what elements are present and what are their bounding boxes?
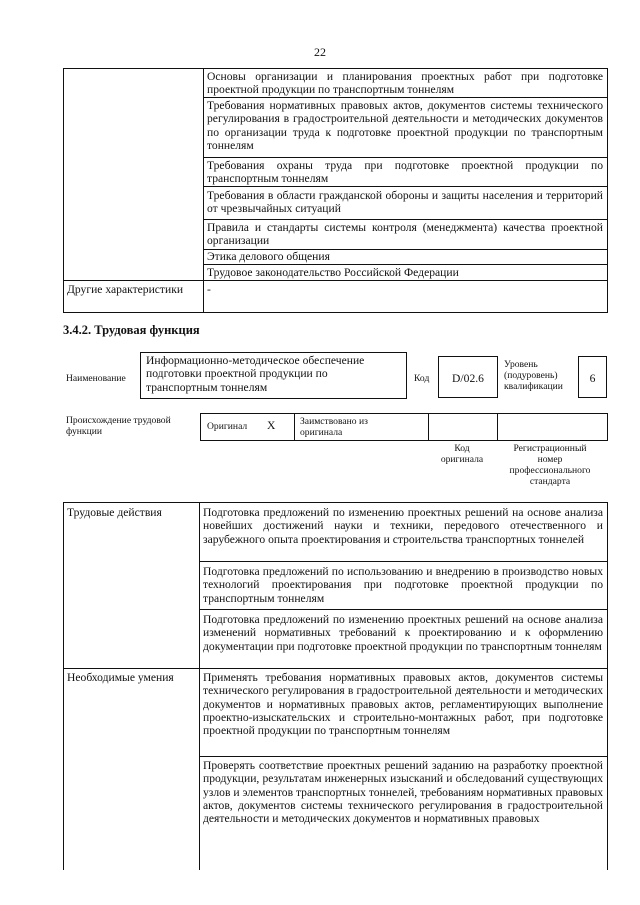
- code-original-caption: Код оригинала: [440, 443, 484, 465]
- action-item: Подготовка предложений по изменению проектных решений на основе анализа изменений нормативных требований к проектированию и к оформлению документации при подготовке проектной продукции по транспортным тоннелям: [203, 613, 603, 653]
- knowledge-item: Требования охраны труда при подготовке проектной продукции по транспортным тоннелям: [207, 159, 603, 186]
- code-label: Код: [414, 373, 430, 384]
- other-characteristics-label: Другие характеристики: [67, 283, 184, 296]
- action-item: Подготовка предложений по использованию и внедрению в производство новых технологий проектирования при подготовке проектной продукции по транспортным тоннелям: [203, 565, 603, 605]
- knowledge-item: Требования в области гражданской обороны и защиты населения и территорий от чрезвычайных ситуаций: [207, 189, 603, 216]
- knowledge-item: Основы организации и планирования проектных работ при подготовке проектной продукции по транспортным тоннелям: [207, 70, 603, 97]
- regnum-caption: Регистрационный номер профессионального стандарта: [509, 443, 591, 487]
- original-mark: X: [267, 419, 276, 432]
- knowledge-item: Требования нормативных правовых актов, документов системы технического регулирования в градостроительной деятельности и методических документов по организации труда к подготовке проектной продукции по транспортным тоннелям: [207, 99, 603, 152]
- origin-label: Происхождение трудовой функции: [66, 415, 171, 437]
- skill-item: Проверять соответствие проектных решений заданию на разработку проектной продукции, результатам инженерных изысканий и обследований существующих узлов и элементов транспортных тоннелей, требованиям нормативных правовых актов, документов системы технического регулирования в градостроительной деятельности и методических документов и нормативных правовых: [203, 759, 603, 826]
- page-number: 22: [314, 45, 326, 59]
- level-label: Уровень (подуровень) квалификации: [504, 359, 563, 392]
- knowledge-item: Трудовое законодательство Российской Федерации: [207, 266, 459, 279]
- code-value: D/02.6: [452, 372, 484, 385]
- borrowed-label: Заимствовано из оригинала: [300, 416, 368, 438]
- level-value: 6: [589, 372, 596, 385]
- original-label: Оригинал: [207, 421, 248, 432]
- function-name: Информационно-методическое обеспечение подготовки проектной продукции по транспортным тоннелям: [146, 354, 365, 394]
- other-characteristics-value: -: [207, 283, 211, 296]
- knowledge-item: Правила и стандарты системы контроля (менеджмента) качества проектной организации: [207, 221, 603, 248]
- actions-label: Трудовые действия: [67, 506, 162, 519]
- action-item: Подготовка предложений по изменению проектных решений на основе анализа новейших достижений науки и техники, передового отечественного и зарубежного опыта проектирования и строительства транспортных тоннелей: [203, 506, 603, 546]
- skills-label: Необходимые умения: [67, 671, 174, 684]
- knowledge-item: Этика делового общения: [207, 250, 330, 263]
- section-title: 3.4.2. Трудовая функция: [63, 323, 200, 337]
- name-label: Наименование: [66, 373, 126, 384]
- skill-item: Применять требования нормативных правовых актов, документов системы технического регулирования в градостроительной деятельности и методических документов и нормативных правовых актов, регламентирующих выполнение проектно-изыскательских и строительно-монтажных работ, при подготовке проектной продукции по транспортным тоннелям: [203, 671, 603, 738]
